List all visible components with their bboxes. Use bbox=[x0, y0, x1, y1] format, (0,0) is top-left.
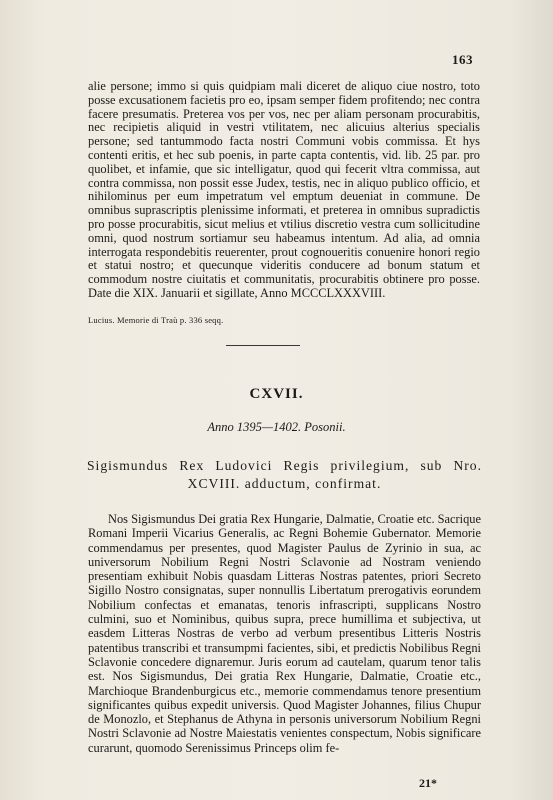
section-divider bbox=[226, 345, 300, 346]
page-number: 163 bbox=[452, 52, 473, 67]
date-place-line: Anno 1395—1402. Posonii. bbox=[207, 420, 346, 434]
signature-mark: 21* bbox=[419, 776, 437, 790]
source-citation: Lucius. Memorie di Traù p. 336 seqq. bbox=[88, 315, 224, 325]
document-body bbox=[88, 512, 481, 755]
continued-paragraph bbox=[88, 80, 480, 301]
document-number: CXVII. bbox=[249, 386, 304, 402]
document-heading: Sigismundus Rex Ludovici Regis privilegium, sub Nro. XCVIII. adductum, confirmat. bbox=[87, 458, 482, 491]
continued-paragraph-text: alie persone; immo si quis quidpiam mali diceret de aliquo ciue nostro, toto posse excusationem facietis pro eo, ipsam semper fidem profitendo; nec contra facere presumatis. Preterea vos per vos, nec per aliam personam procurabitis, nec recipietis aliquid in vestri vtilitatem, nec alicuius alterius specialis persone; sed tantummodo facta nostri Communi vobis commissa. Et hys contenti eritis, et hec sub poenis, in parte capta contentis, vid. lib. 25 par. pro quolibet, et infamie, que sic intelligatur, quod qui fecerit vltra commissa, aut contra commissa, non possit esse Judex, testis, nec in aliquo publico officio, et nihilominus per eum impetratum vel emptum deueniat in commune. De omnibus suprascriptis plenissime informati, et preterea in omnibus supradictis pro posse procurabitis, sicut melius et vtilius discretio vestra cum sollicitudine omni, quod nostrum sortiamur seu habeamus intentum. Ad alia, ad omnia interrogata respondebitis reuerenter, prout cognoueritis conuenire honori regio et statui nostro; et quecunque videritis conducere ad bonum statum et commodum nostre ciuitatis et communitatis, procurabitis obtinere pro posse. Date die XIX. Januarii et sigillate, Anno MCCCLXXXVIII. bbox=[88, 79, 480, 300]
document-body-text: Nos Sigismundus Dei gratia Rex Hungarie, Dalmatie, Croatie etc. Sacrique Romani Imperii Vicarius Generalis, ac Regni Bohemie Gubernator. Memorie commendamus per presentes, quod Magister Paulus de Zyrinio in sua, ac universorum Nobilium Regni Nostri Sclavonie ad Nostram veniendo presentiam exhibuit Nobis quasdam Litteras Nostras patentes, priori Secreto Sigillo Nostro consignatas, super nonnullis Libertatum prerogativis eorundem Nobilium confectas et emanatas, tenoris infrascripti, supplicans Nostro culmini, suo et Nominibus, quibus supra, prece humillima et subjectiva, ut easdem Litteras Nostras de verbo ad verbum presentibus Litteris Nostris patentibus transcribi et transumpmi facientes, sibi, et predictis Nobilibus Regni Sclavonie concedere dignaremur. Juris eorum ad cautelam, quarum tenor talis est. Nos Sigismundus, Dei gratia Rex Hungarie, Dalmatie, Croatie etc., Marchioque Brandenburgicus etc., memorie commendamus tenore presentium significantes quibus expedit universis. Quod Magister Johannes, filius Chupur de Monozlo, et Stephanus de Athyna in personis universorum Nobilium Regni Nostri Sclavonie ad Nostre Maiestatis venientes conspectum, Nobis significare curarunt, quomodo Serenissimus Princeps olim fe- bbox=[88, 512, 482, 755]
